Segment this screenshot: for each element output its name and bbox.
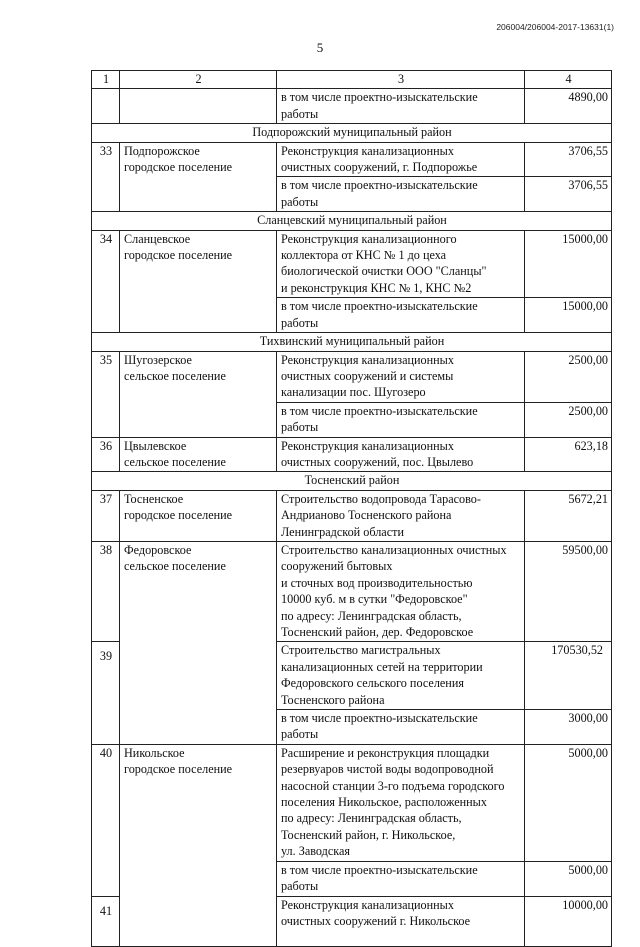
object-description: в том числе проектно-изыскательские работы (277, 402, 525, 437)
district-label: Тихвинский муниципальный район (92, 333, 612, 351)
object-description: в том числе проектно-изыскательские работы (277, 89, 525, 124)
object-description: Строительство магистральных канализационных сетей на территории Федоровского сельского поселения Тосненского района (277, 642, 525, 710)
table-header-row (92, 71, 612, 89)
settlement-name (120, 89, 277, 124)
object-description: Реконструкция канализационных очистных сооружений, г. Подпорожье (277, 142, 525, 177)
object-description: Реконструкция канализационных очистных сооружений и системы канализации пос. Шугозеро (277, 351, 525, 402)
row-number: 35 (92, 351, 120, 437)
object-description: в том числе проектно-изыскательские работы (277, 177, 525, 212)
row-number: 33 (92, 142, 120, 212)
district-label: Подпорожский муниципальный район (92, 124, 612, 142)
settlement-name: Тосненское городское поселение (120, 490, 277, 541)
amount-value: 4890,00 (525, 89, 612, 124)
amount-value: 2500,00 (525, 402, 612, 437)
row-number: 39 (92, 642, 120, 744)
district-row (92, 333, 612, 351)
object-description: в том числе проектно-изыскательские работы (277, 298, 525, 333)
program-table (91, 70, 612, 947)
amount-value: 5000,00 (525, 861, 612, 896)
district-label: Сланцевский муниципальный район (92, 212, 612, 230)
column-header-3: 3 (277, 71, 525, 89)
amount-value: 5672,21 (525, 490, 612, 541)
district-row (92, 212, 612, 230)
object-description: Реконструкция канализационных очистных сооружений, пос. Цвылево (277, 437, 525, 472)
table-row (92, 89, 612, 124)
row-number (92, 89, 120, 124)
table-row (92, 490, 612, 541)
table-row (92, 744, 612, 861)
table-row (92, 230, 612, 298)
amount-value: 15000,00 (525, 298, 612, 333)
settlement-name: Цвылевское сельское поселение (120, 437, 277, 472)
district-row (92, 124, 612, 142)
column-header-4: 4 (525, 71, 612, 89)
district-label: Тосненский район (92, 472, 612, 490)
row-number: 34 (92, 230, 120, 332)
table-row (92, 351, 612, 402)
object-description: Расширение и реконструкция площадки резервуаров чистой воды водопроводной насосной станции 3-го подъема городского поселения Никольское, расположенных по адресу: Ленинградская область, Тосненский район, г. Никольское, ул. Заводская (277, 744, 525, 861)
settlement-name: Федоровское сельское поселение (120, 541, 277, 744)
amount-value: 623,18 (525, 437, 612, 472)
row-number: 38 (92, 541, 120, 641)
row-number: 40 (92, 744, 120, 896)
settlement-name: Шугозерское сельское поселение (120, 351, 277, 437)
amount-value: 3706,55 (525, 177, 612, 212)
amount-value: 3000,00 (525, 710, 612, 745)
document-id: 206004/206004-2017-13631(1) (496, 22, 614, 32)
amount-value: 15000,00 (525, 230, 612, 298)
amount-value: 3706,55 (525, 142, 612, 177)
object-description: Строительство водопровода Тарасово- Андрианово Тосненского района Ленинградской области (277, 490, 525, 541)
settlement-name: Сланцевское городское поселение (120, 230, 277, 332)
amount-value: 5000,00 (525, 744, 612, 861)
table-row (92, 437, 612, 472)
row-number: 37 (92, 490, 120, 541)
settlement-name: Никольское городское поселение (120, 744, 277, 946)
row-number: 36 (92, 437, 120, 472)
amount-value: 59500,00 (525, 541, 612, 641)
object-description: в том числе проектно-изыскательские работы (277, 861, 525, 896)
settlement-name: Подпорожское городское поселение (120, 142, 277, 212)
column-header-1: 1 (92, 71, 120, 89)
amount-value: 10000,00 (525, 896, 612, 946)
object-description: Реконструкция канализационного коллектора от КНС № 1 до цеха биологической очистки ООО "Сланцы" и реконструкция КНС № 1, КНС №2 (277, 230, 525, 298)
amount-value: 170530,52 (525, 642, 612, 710)
object-description: Реконструкция канализационных очистных сооружений г. Никольское (277, 896, 525, 946)
object-description: в том числе проектно-изыскательские работы (277, 710, 525, 745)
table-row (92, 541, 612, 641)
object-description: Строительство канализационных очистных сооружений бытовых и сточных вод производительностью 10000 куб. м в сутки "Федоровское" по адресу: Ленинградская область, Тосненский район, дер. Федоровское (277, 541, 525, 641)
page-number: 5 (316, 40, 324, 55)
row-number: 41 (92, 896, 120, 946)
column-header-2: 2 (120, 71, 277, 89)
table-row (92, 142, 612, 177)
district-row (92, 472, 612, 490)
amount-value: 2500,00 (525, 351, 612, 402)
